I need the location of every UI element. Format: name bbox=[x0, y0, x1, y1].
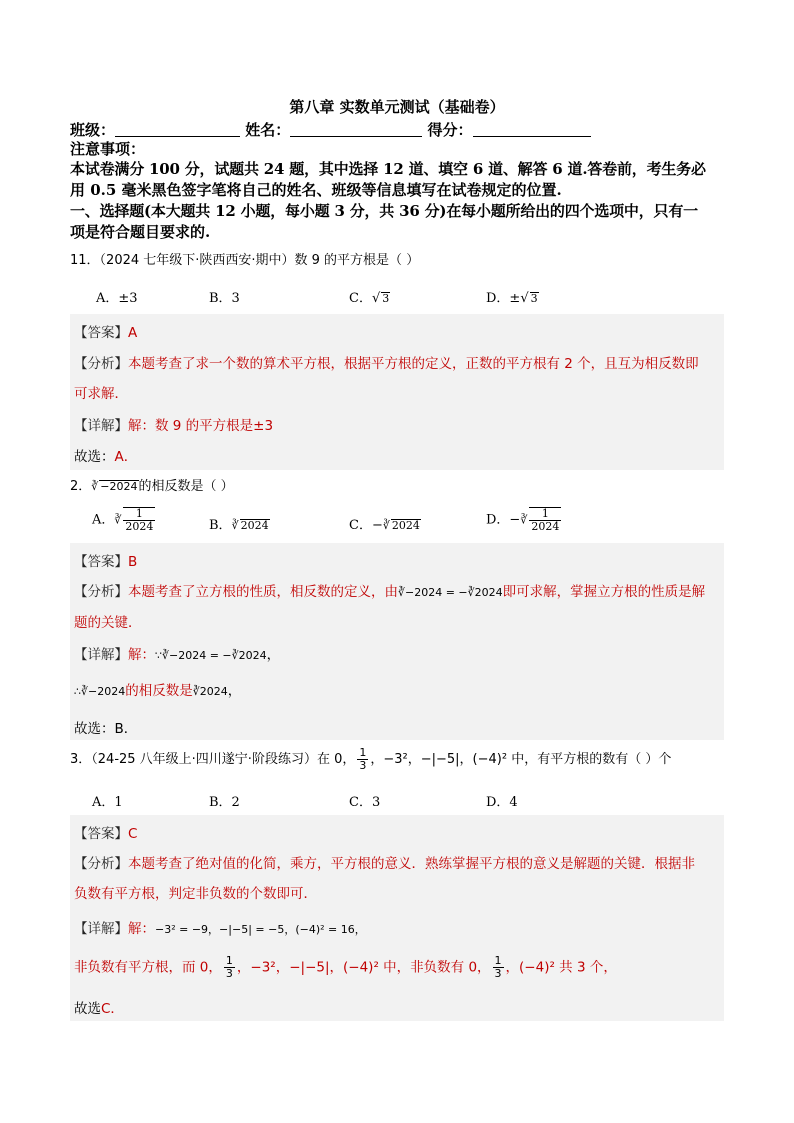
question-2-solution bbox=[70, 543, 724, 740]
q3-option-a[interactable]: A．1 bbox=[92, 795, 123, 810]
q2-option-a[interactable]: A．∛ $\frac{1}{2024}$ bbox=[92, 507, 154, 533]
question-3-stem: 3．（24-25 八年级上·四川遂宁·阶段练习）在 0， $\frac{1}{3}$ ，−3²，−|−5|，(−4)² 中，有平方根的数有（ ）个 bbox=[70, 746, 672, 772]
q2-option-b[interactable]: B．∛ 2024 bbox=[209, 518, 269, 533]
name-blank[interactable] bbox=[290, 122, 422, 137]
section-heading-line-2: 项是符合题目要求的. bbox=[70, 223, 211, 241]
q1-detail: 【详解】解：数 9 的平方根是±3 bbox=[74, 418, 274, 434]
page-title: 第八章 实数单元测试（基础卷） bbox=[289, 98, 505, 116]
name-label: 姓名： bbox=[245, 121, 291, 139]
question-3-solution bbox=[70, 815, 724, 1021]
question-1-solution bbox=[70, 314, 724, 470]
q3-detail-2: 非负数有平方根，而 0， $\frac{1}{3}$ ，−3²，−|−5|，(−4)² 中，非负数有 0， $\frac{1}{3}$ ，(−4)² 共 3 个， bbox=[74, 954, 617, 980]
question-2-stem: 2．∛ −2024的相反数是（ ） bbox=[70, 479, 234, 494]
q2-option-c[interactable]: C．−∛ 2024 bbox=[349, 518, 420, 533]
notes-heading: 注意事项： bbox=[70, 140, 146, 158]
q1-analysis-2: 可求解． bbox=[74, 386, 128, 402]
q2-detail-1: 【详解】解：∵∛−2024 = −∛2024， bbox=[74, 647, 281, 663]
student-info-row bbox=[70, 119, 591, 140]
q1-option-c[interactable]: C．√ 3 bbox=[349, 291, 390, 306]
q1-option-d[interactable]: D．±√ 3 bbox=[486, 291, 538, 306]
q2-analysis-1: 【分析】本题考查了立方根的性质，相反数的定义，由∛−2024 = −∛2024即可求解，掌握立方根的性质是解 bbox=[74, 584, 706, 600]
question-1-options bbox=[70, 287, 724, 311]
q3-option-b[interactable]: B．2 bbox=[209, 795, 240, 810]
class-blank[interactable] bbox=[115, 122, 240, 137]
section-heading-line-1: 一、选择题(本大题共 12 小题，每小题 3 分，共 36 分)在每小题所给出的四个选项中，只有一 bbox=[70, 202, 698, 220]
q1-option-b[interactable]: B．3 bbox=[209, 291, 240, 306]
q3-choose: 故选C． bbox=[74, 1001, 124, 1017]
question-2-options bbox=[70, 505, 724, 539]
score-label: 得分： bbox=[427, 121, 473, 139]
q3-answer: 【答案】C bbox=[74, 826, 138, 842]
q3-option-d[interactable]: D．4 bbox=[486, 795, 518, 810]
q1-analysis-1: 【分析】本题考查了求一个数的算术平方根，根据平方根的定义，正数的平方根有 2 个，且互为相反数即 bbox=[74, 356, 699, 372]
notes-line-1: 本试卷满分 100 分，试题共 24 题，其中选择 12 道、填空 6 道、解答 6 道.答卷前，考生务必 bbox=[70, 160, 706, 178]
notes-line-2: 用 0.5 毫米黑色签字笔将自己的姓名、班级等信息填写在试卷规定的位置. bbox=[70, 181, 562, 199]
q3-option-c[interactable]: C．3 bbox=[349, 795, 381, 810]
q2-answer: 【答案】B bbox=[74, 554, 138, 570]
score-blank[interactable] bbox=[473, 122, 591, 137]
q1-answer: 【答案】A bbox=[74, 325, 138, 341]
q3-analysis-1: 【分析】本题考查了绝对值的化简，乘方，平方根的意义．熟练掌握平方根的意义是解题的关键．根据非 bbox=[74, 856, 695, 872]
q1-option-a[interactable]: A．±3 bbox=[96, 291, 138, 306]
q2-analysis-2: 题的关键． bbox=[74, 615, 142, 631]
q2-detail-2: ∴∛−2024的相反数是∛2024， bbox=[74, 683, 242, 699]
q1-choose: 故选：A． bbox=[74, 449, 138, 465]
class-label: 班级： bbox=[70, 121, 116, 139]
q2-option-d[interactable]: D．−∛ $\frac{1}{2024}$ bbox=[486, 507, 560, 533]
q3-analysis-2: 负数有平方根，判定非负数的个数即可． bbox=[74, 886, 317, 902]
question-1-stem: 11．（2024 七年级下·陕西西安·期中）数 9 的平方根是（ ） bbox=[70, 253, 420, 268]
q3-detail-1: 【详解】解：−3² = −9，−|−5| = −5，(−4)² = 16， bbox=[74, 921, 366, 937]
question-3-options bbox=[70, 791, 724, 815]
q2-choose: 故选：B． bbox=[74, 721, 138, 737]
